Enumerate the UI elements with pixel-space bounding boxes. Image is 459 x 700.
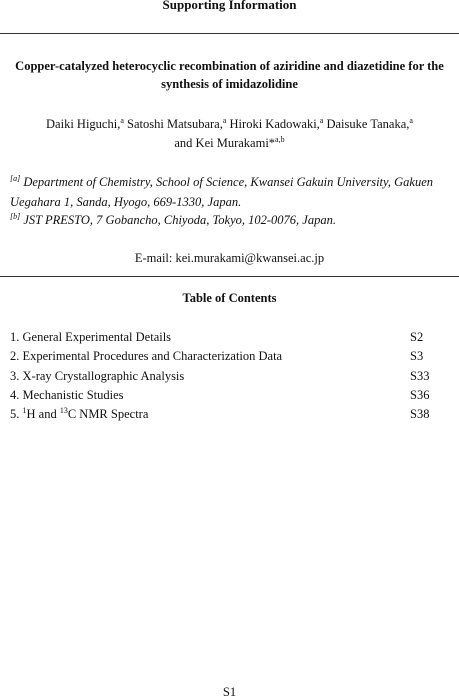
affiliation-marker: [b]: [10, 212, 21, 221]
supporting-information-header: Supporting Information: [162, 0, 297, 12]
author-name: Daiki Higuchi,: [46, 117, 121, 131]
affiliation-a-line-1: [10, 172, 450, 192]
paper-title: [0, 57, 459, 93]
middle-rule: [0, 276, 459, 277]
author-affiliation-marker: a: [409, 116, 413, 125]
toc-item-page: S33: [410, 369, 430, 383]
paper-title-line-2: synthesis of imidazolidine: [161, 77, 298, 91]
toc-nmr-sup-13: 13: [59, 406, 68, 415]
toc-item-page: S2: [410, 330, 424, 344]
toc-nmr-prefix: 5.: [10, 407, 23, 421]
author-list: [0, 115, 459, 153]
toc-item-page: S3: [410, 349, 424, 363]
author-line-2: [0, 134, 459, 153]
toc-nmr-suffix: C NMR Spectra: [67, 407, 149, 421]
toc-nmr-sup-1: 1: [22, 406, 27, 415]
toc-item-label: [10, 405, 148, 423]
author-name: Hiroki Kadowaki,: [229, 117, 320, 131]
author-name: Satoshi Matsubara,: [127, 117, 223, 131]
author-line-1: [0, 115, 459, 134]
toc-item-label: 3. X-ray Crystallographic Analysis: [10, 369, 185, 383]
toc-item-label: 1. General Experimental Details: [10, 330, 172, 344]
toc-heading: Table of Contents: [182, 291, 277, 305]
author-affiliation-marker: a,b: [275, 135, 285, 144]
author-affiliation-marker: a: [222, 116, 227, 125]
toc-nmr-mid: H and: [26, 407, 60, 421]
paper-title-line-1: Copper-catalyzed heterocyclic recombination of aziridine and diazetidine for the: [15, 59, 444, 73]
affiliation-text: JST PRESTO, 7 Gobancho, Chiyoda, Tokyo, 102-0076, Japan.: [23, 213, 336, 227]
author-affiliation-marker: a: [120, 116, 124, 125]
author-name: and Kei Murakami*: [174, 136, 276, 150]
page-number: S1: [222, 685, 237, 699]
toc-item-label: 4. Mechanistic Studies: [10, 388, 124, 402]
toc-item-label: 2. Experimental Procedures and Characterization Data: [10, 349, 283, 363]
author-affiliation-marker: a: [319, 116, 324, 125]
affiliation-b-line-1: [10, 210, 450, 230]
author-name: Daisuke Tanaka,: [326, 117, 410, 131]
affiliation-text: Department of Chemistry, School of Science, Kwansei Gakuin University, Gakuen: [23, 175, 434, 189]
top-rule: [0, 33, 459, 34]
toc-item-page: S38: [410, 407, 430, 421]
affiliation-a: [10, 172, 450, 212]
affiliation-a-line-2: Uegahara 1, Sanda, Hyogo, 669-1330, Japan.: [10, 195, 242, 209]
toc-item-page: S36: [410, 388, 430, 402]
affiliation-b: [10, 210, 450, 230]
affiliation-marker: [a]: [10, 174, 21, 183]
contact-email: E-mail: kei.murakami@kwansei.ac.jp: [134, 251, 325, 265]
